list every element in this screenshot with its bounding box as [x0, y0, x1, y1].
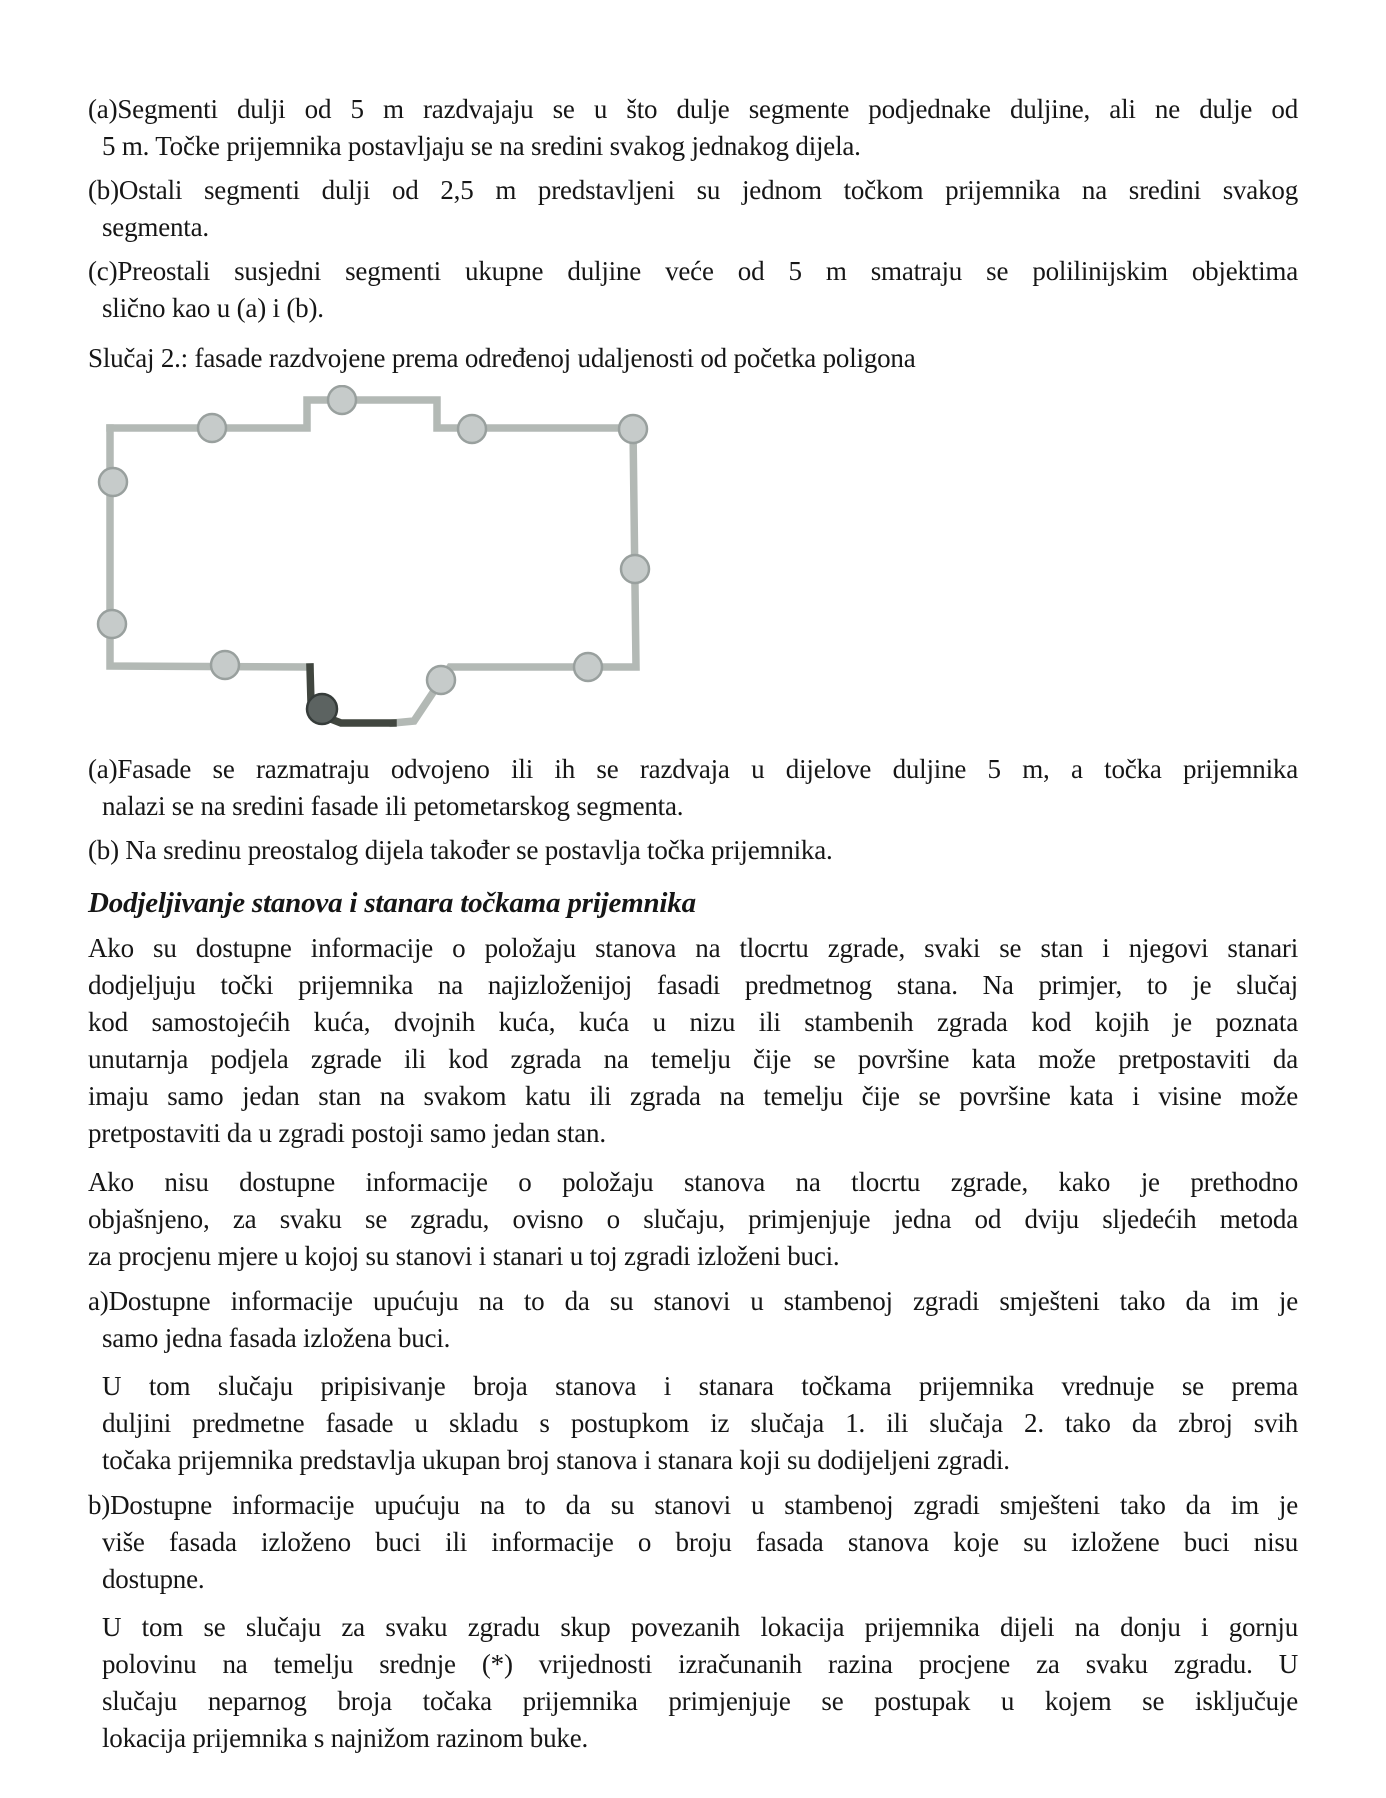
receiver-point	[99, 468, 127, 496]
text-line: (a)Segmenti dulji od 5 m razdvajaju se u što dulje segmente podjednake duljine, ali ne dulje od	[88, 94, 1298, 124]
text-line: pretpostaviti da u zgradi postoji samo jedan stan.	[88, 1118, 606, 1148]
text-line: Slučaj 2.: fasade razdvojene prema određenoj udaljenosti od početka poligona	[88, 343, 916, 373]
text-line: Ako nisu dostupne informacije o položaju stanova na tlocrtu zgrade, kako je prethodno	[88, 1167, 1298, 1197]
item-a-case2	[88, 751, 1298, 825]
text-line: slučaju neparnog broja točaka prijemnika primjenjuje se postupak u kojem se isključuje	[102, 1686, 1298, 1716]
text-line: slično kao u (a) i (b).	[102, 293, 324, 323]
receiver-point	[328, 386, 356, 414]
text-line: (c)Preostali susjedni segmenti ukupne duljine veće od 5 m smatraju se polilinijskim objektima	[88, 256, 1298, 286]
text-line: U tom slučaju pripisivanje broja stanova i stanara točkama prijemnika vrednuje se prema	[102, 1371, 1298, 1401]
subpara-method-b	[88, 1609, 1298, 1757]
para-flats-unknown	[88, 1164, 1298, 1275]
text-line: objašnjeno, za svaku se zgradu, ovisno o slučaju, primjenjuje jedna od dviju sljedećih metoda	[88, 1204, 1298, 1234]
receiver-point	[621, 555, 649, 583]
text-line: (b) Na sredinu preostalog dijela također se postavlja točka prijemnika.	[88, 835, 833, 865]
text-line: lokacija prijemnika s najnižom razinom buke.	[102, 1723, 589, 1753]
facade-outline	[110, 428, 310, 667]
text-line: samo jedna fasada izložena buci.	[102, 1323, 451, 1353]
text-line: polovinu na temelju srednje (*) vrijednosti izračunanih razina procjene za svaku zgradu. U	[102, 1649, 1298, 1679]
receiver-point-highlighted	[307, 694, 337, 724]
text-line: duljini predmetne fasade u skladu s postupkom iz slučaja 1. ili slučaja 2. tako da zbroj svih	[102, 1408, 1298, 1438]
text-line: dostupne.	[102, 1564, 205, 1594]
text-line: a)Dostupne informacije upućuju na to da su stanovi u stambenoj zgradi smješteni tako da im je	[88, 1286, 1298, 1316]
text-line: unutarnja podjela zgrade ili kod zgrada na temelju čije se površine kata može pretpostaviti da	[88, 1044, 1298, 1074]
building-outline-figure	[95, 385, 655, 737]
text-line: Dodjeljivanje stanova i stanara točkama prijemnika	[88, 887, 696, 919]
receiver-point	[574, 653, 602, 681]
item-c-case1	[88, 253, 1298, 327]
item-b-methods	[88, 1487, 1298, 1598]
receiver-point	[198, 414, 226, 442]
text-line: Ako su dostupne informacije o položaju stanova na tlocrtu zgrade, svaki se stan i njegovi stanari	[88, 933, 1298, 963]
facade-outline	[110, 400, 636, 723]
text-line: dodjeljuju točki prijemnika na najizloženijoj fasadi predmetnog stana. Na primjer, to je slučaj	[88, 970, 1298, 1000]
item-b-case2	[88, 832, 1298, 869]
receiver-point	[427, 666, 455, 694]
item-b-case1	[88, 172, 1298, 246]
text-line: b)Dostupne informacije upućuju na to da su stanovi u stambenoj zgradi smješteni tako da im je	[88, 1490, 1298, 1520]
case2-diagram	[95, 385, 1298, 737]
text-line: za procjenu mjere u kojoj su stanovi i stanari u toj zgradi izloženi buci.	[88, 1241, 840, 1271]
text-line: imaju samo jedan stan na svakom katu ili zgrada na temelju čije se površine kata i visine može	[88, 1081, 1298, 1111]
text-line: nalazi se na sredini fasade ili petometarskog segmenta.	[102, 791, 684, 821]
text-line: (b)Ostali segmenti dulji od 2,5 m predstavljeni su jednom točkom prijemnika na sredini svakog	[88, 175, 1298, 205]
assign-heading	[88, 885, 1298, 922]
para-flats-known	[88, 930, 1298, 1152]
text-line: (a)Fasade se razmatraju odvojeno ili ih se razdvaja u dijelove duljine 5 m, a točka prijemnika	[88, 754, 1298, 784]
receiver-point	[458, 415, 486, 443]
text-line: segmenta.	[102, 212, 209, 242]
receiver-point	[98, 610, 126, 638]
item-a-case1	[88, 91, 1298, 165]
text-line: točaka prijemnika predstavlja ukupan broj stanova i stanara koji su dodijeljeni zgradi.	[102, 1445, 1010, 1475]
item-a-methods	[88, 1283, 1298, 1357]
text-line: U tom se slučaju za svaku zgradu skup povezanih lokacija prijemnika dijeli na donju i gornju	[102, 1612, 1298, 1642]
text-line: 5 m. Točke prijemnika postavljaju se na sredini svakog jednakog dijela.	[102, 131, 861, 161]
receiver-point	[211, 651, 239, 679]
text-line: više fasada izloženo buci ili informacije o broju fasada stanova koje su izložene buci nisu	[102, 1527, 1298, 1557]
subpara-method-a	[88, 1368, 1298, 1479]
text-line: kod samostojećih kuća, dvojnih kuća, kuća u nizu ili stambenih zgrada kod kojih je poznata	[88, 1007, 1298, 1037]
case2-caption	[88, 340, 1298, 377]
receiver-point	[619, 415, 647, 443]
